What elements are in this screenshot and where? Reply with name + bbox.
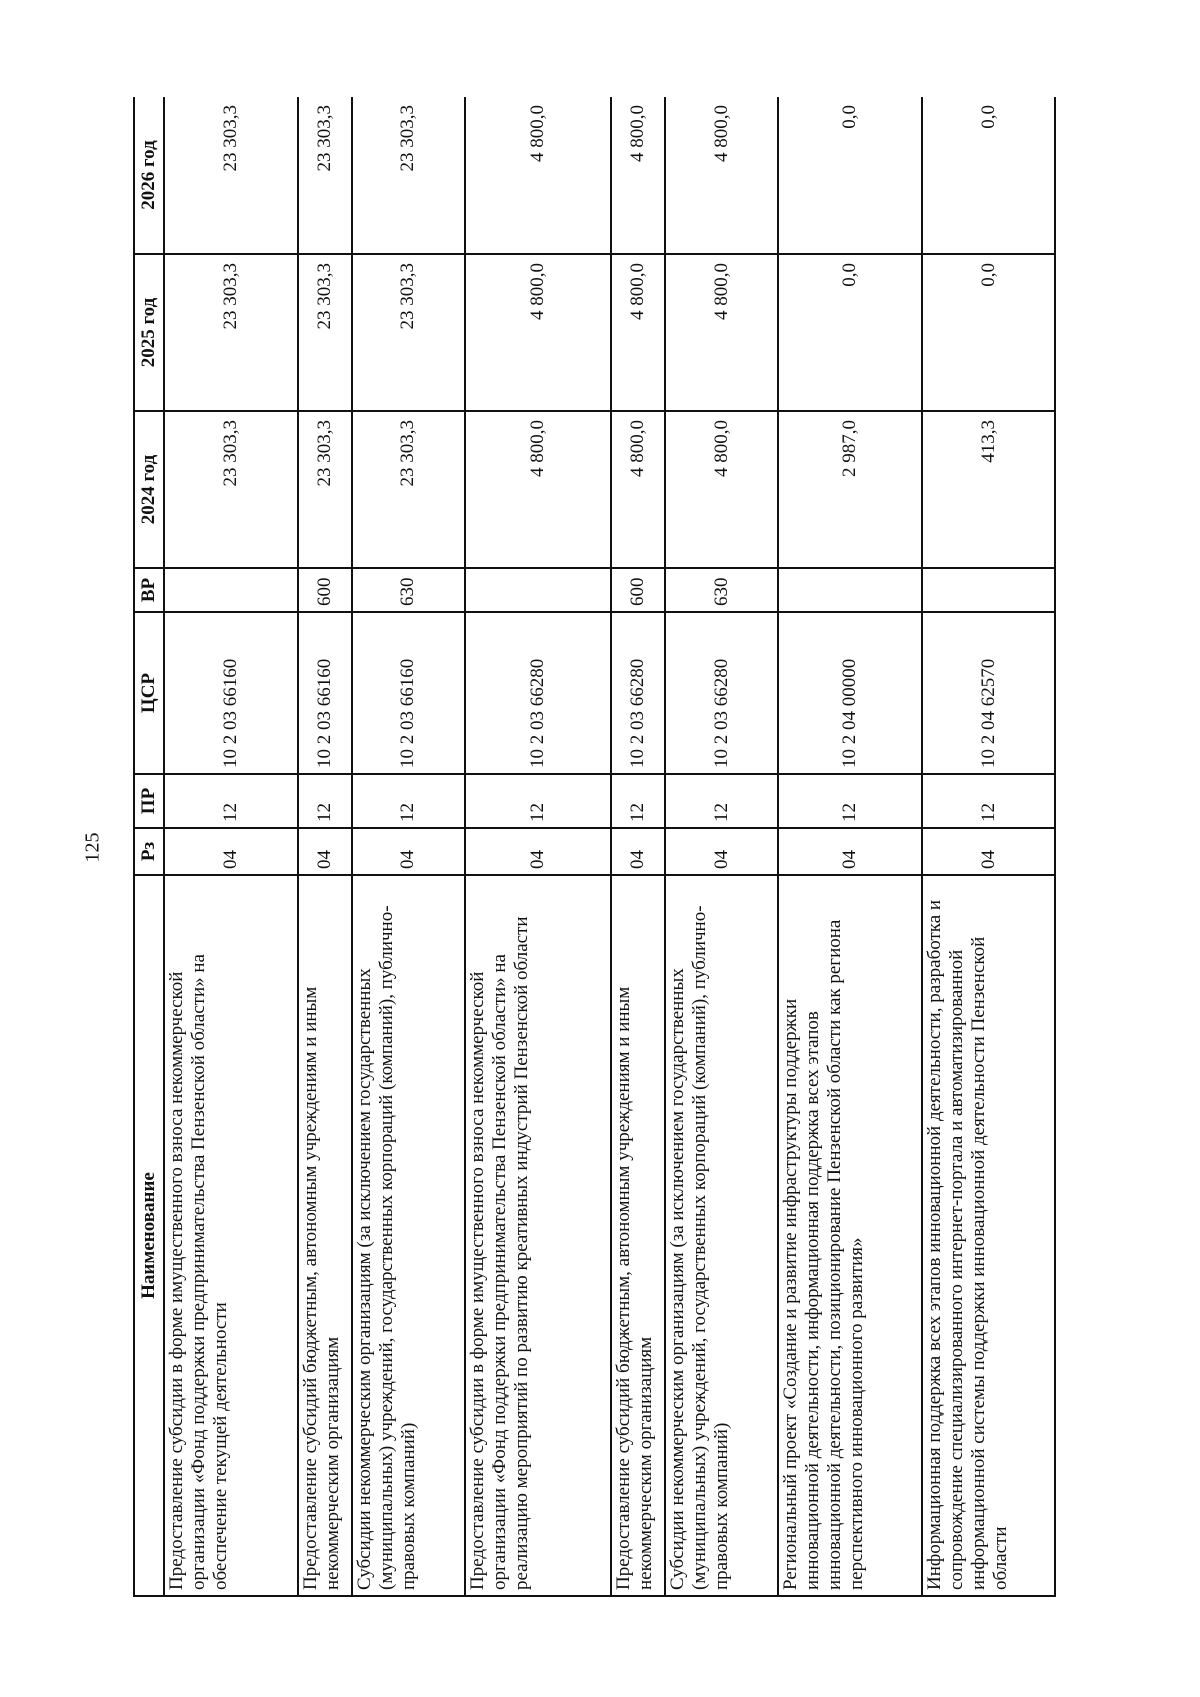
cell-csr: 10 2 03 66160 xyxy=(352,612,465,774)
cell-pr: 12 xyxy=(922,774,1055,828)
table-row xyxy=(352,97,465,1596)
cell-name: Предоставление субсидии в форме имущественного взноса некоммерческой организации «Фонд поддержки предпринимательства Пензенской области» на реализацию мероприятий по развитию креативных индустрий Пензенской области xyxy=(465,875,611,1596)
header-name: Наименование xyxy=(134,875,164,1596)
table-row xyxy=(298,97,352,1596)
cell-csr: 10 2 03 66280 xyxy=(465,612,611,774)
cell-2026: 23 303,3 xyxy=(298,97,352,254)
cell-2026: 4 800,0 xyxy=(465,97,611,254)
cell-2025: 0,0 xyxy=(778,254,922,411)
header-rz: Рз xyxy=(134,828,164,875)
header-vr: ВР xyxy=(134,568,164,612)
cell-2026: 0,0 xyxy=(778,97,922,254)
table-header-row xyxy=(134,97,164,1596)
cell-rz: 04 xyxy=(778,828,922,875)
cell-2024: 4 800,0 xyxy=(465,411,611,568)
cell-2026: 4 800,0 xyxy=(611,97,665,254)
cell-name: Субсидии некоммерческим организациям (за исключением государственных (муниципальных) учреждений, государственных корпораций (компаний), публично-правовых компаний) xyxy=(352,875,465,1596)
cell-vr: 600 xyxy=(611,568,665,612)
cell-vr: 630 xyxy=(352,568,465,612)
cell-2024: 4 800,0 xyxy=(611,411,665,568)
cell-rz: 04 xyxy=(298,828,352,875)
cell-name: Предоставление субсидий бюджетным, автономным учреждениям и иным некоммерческим организациям xyxy=(298,875,352,1596)
cell-2024: 4 800,0 xyxy=(665,411,778,568)
cell-rz: 04 xyxy=(465,828,611,875)
cell-rz: 04 xyxy=(611,828,665,875)
cell-rz: 04 xyxy=(352,828,465,875)
cell-2024: 23 303,3 xyxy=(352,411,465,568)
cell-rz: 04 xyxy=(164,828,298,875)
cell-2026: 23 303,3 xyxy=(352,97,465,254)
cell-vr xyxy=(778,568,922,612)
cell-2025: 4 800,0 xyxy=(665,254,778,411)
cell-csr: 10 2 04 62570 xyxy=(922,612,1055,774)
table-frame xyxy=(133,97,1056,1597)
cell-2025: 23 303,3 xyxy=(164,254,298,411)
cell-name: Региональный проект «Создание и развитие инфраструктуры поддержки инновационной деятельности, информационная поддержка всех этапов инновационной деятельности, позиционирование Пензенской области как региона перспективного инновационного развития» xyxy=(778,875,922,1596)
cell-vr xyxy=(164,568,298,612)
table-row xyxy=(922,97,1055,1596)
budget-table xyxy=(133,97,1056,1597)
page-number: 125 xyxy=(81,832,104,863)
cell-name: Субсидии некоммерческим организациям (за исключением государственных (муниципальных) учреждений, государственных корпораций (компаний), публично-правовых компаний) xyxy=(665,875,778,1596)
cell-csr: 10 2 03 66160 xyxy=(298,612,352,774)
table-row xyxy=(164,97,298,1596)
cell-2025: 4 800,0 xyxy=(611,254,665,411)
table-row xyxy=(465,97,611,1596)
cell-csr: 10 2 03 66280 xyxy=(611,612,665,774)
cell-vr: 600 xyxy=(298,568,352,612)
table-row xyxy=(665,97,778,1596)
cell-pr: 12 xyxy=(164,774,298,828)
cell-vr xyxy=(922,568,1055,612)
cell-2024: 23 303,3 xyxy=(164,411,298,568)
cell-name: Предоставление субсидий бюджетным, автономным учреждениям и иным некоммерческим организациям xyxy=(611,875,665,1596)
rotated-table-container xyxy=(133,97,1056,1597)
cell-2024: 2 987,0 xyxy=(778,411,922,568)
cell-csr: 10 2 04 00000 xyxy=(778,612,922,774)
cell-2025: 4 800,0 xyxy=(465,254,611,411)
cell-csr: 10 2 03 66160 xyxy=(164,612,298,774)
cell-pr: 12 xyxy=(465,774,611,828)
cell-2026: 23 303,3 xyxy=(164,97,298,254)
table-row xyxy=(611,97,665,1596)
cell-pr: 12 xyxy=(665,774,778,828)
header-2025: 2025 год xyxy=(134,254,164,411)
header-csr: ЦСР xyxy=(134,612,164,774)
cell-rz: 04 xyxy=(922,828,1055,875)
header-2024: 2024 год xyxy=(134,411,164,568)
cell-pr: 12 xyxy=(298,774,352,828)
header-pr: ПР xyxy=(134,774,164,828)
cell-pr: 12 xyxy=(352,774,465,828)
cell-2026: 4 800,0 xyxy=(665,97,778,254)
cell-name: Предоставление субсидии в форме имущественного взноса некоммерческой организации «Фонд поддержки предпринимательства Пензенской области» на обеспечение текущей деятельности xyxy=(164,875,298,1596)
cell-2025: 23 303,3 xyxy=(298,254,352,411)
table-row xyxy=(778,97,922,1596)
cell-2025: 0,0 xyxy=(922,254,1055,411)
cell-2026: 0,0 xyxy=(922,97,1055,254)
header-2026: 2026 год xyxy=(134,97,164,254)
cell-2024: 23 303,3 xyxy=(298,411,352,568)
cell-name: Информационная поддержка всех этапов инновационной деятельности, разработка и сопровождение специализированного интернет-портала и автоматизированной информационной системы поддержки инновационной деятельности Пензенской области xyxy=(922,875,1055,1596)
cell-vr: 630 xyxy=(665,568,778,612)
cell-2024: 413,3 xyxy=(922,411,1055,568)
cell-rz: 04 xyxy=(665,828,778,875)
cell-pr: 12 xyxy=(611,774,665,828)
cell-pr: 12 xyxy=(778,774,922,828)
cell-vr xyxy=(465,568,611,612)
cell-2025: 23 303,3 xyxy=(352,254,465,411)
cell-csr: 10 2 03 66280 xyxy=(665,612,778,774)
